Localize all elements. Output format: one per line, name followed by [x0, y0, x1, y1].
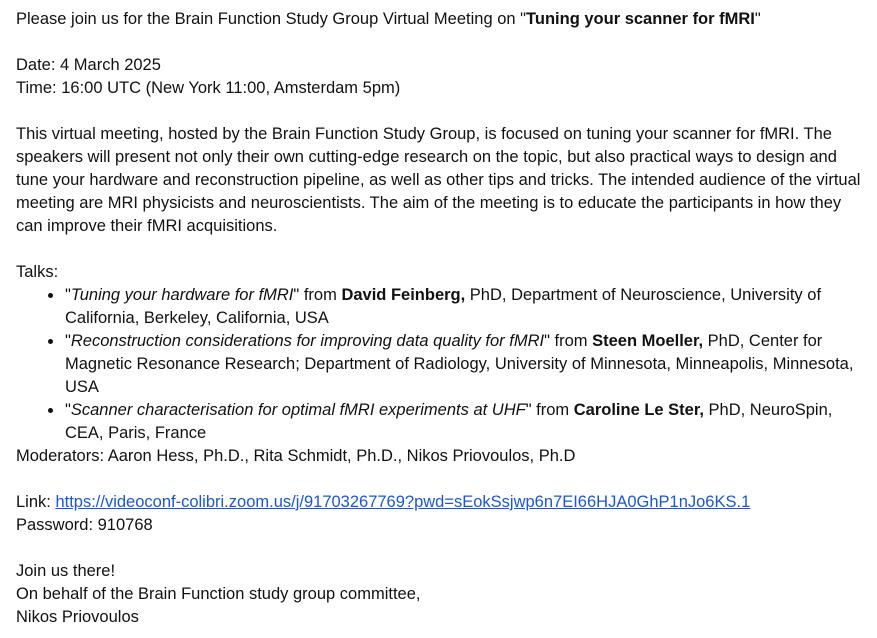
- talk-title: Scanner characterisation for optimal fMRI experiments at UHF: [70, 401, 526, 419]
- talks-heading: Talks:: [16, 263, 59, 281]
- link-line: [16, 491, 863, 514]
- spacer: [16, 31, 863, 54]
- talk-from: " from: [525, 401, 574, 419]
- talk-item: [64, 284, 863, 330]
- spacer: [16, 468, 863, 491]
- talk-title: Reconstruction considerations for improving data quality for fMRI: [70, 332, 545, 350]
- talk-open-quote: ": [65, 332, 71, 350]
- talks-list: [16, 284, 863, 445]
- intro-close-quote: ": [754, 10, 761, 28]
- spacer: [16, 100, 863, 123]
- spacer: [16, 537, 863, 560]
- moderators-line: Moderators: Aaron Hess, Ph.D., Rita Schmidt, Ph.D., Nikos Priovoulos, Ph.D: [16, 447, 576, 465]
- meeting-title: Tuning your scanner for fMRI: [526, 10, 755, 28]
- time-line: Time: 16:00 UTC (New York 11:00, Amsterdam 5pm): [16, 79, 401, 97]
- password-line: Password: 910768: [16, 516, 153, 534]
- talk-title: Tuning your hardware for fMRI: [70, 286, 294, 304]
- talk-open-quote: ": [65, 286, 71, 304]
- meeting-link[interactable]: https://videoconf-colibri.zoom.us/j/91703267769?pwd=sEokSsjwp6n7EI66HJA0GhP1nJo6KS.1: [55, 493, 751, 511]
- closing-join: Join us there!: [16, 562, 116, 580]
- intro-text: Please join us for the Brain Function Study Group Virtual Meeting on ": [16, 10, 527, 28]
- signature: Nikos Priovoulos: [16, 608, 139, 626]
- talk-open-quote: ": [65, 401, 71, 419]
- talk-speaker: Steen Moeller,: [592, 332, 704, 350]
- closing-behalf: On behalf of the Brain Function study group committee,: [16, 585, 421, 603]
- talk-affiliation: PhD, Department of Neuroscience, University of California, Berkeley, California, USA: [65, 286, 822, 327]
- spacer: [16, 238, 863, 261]
- description-paragraph: This virtual meeting, hosted by the Brain Function Study Group, is focused on tuning your scanner for fMRI. The speakers will present not only their own cutting-edge research on the topic, but also practical ways to design and tune your hardware and reconstruction pipeline, as well as other tips and tricks. The intended audience of the virtual meeting are MRI physicists and neuroscientists. The aim of the meeting is to educate the participants in how they can improve their fMRI acquisitions.: [16, 125, 861, 235]
- talk-item: [64, 330, 863, 399]
- talk-from: " from: [293, 286, 342, 304]
- intro-line: [16, 8, 863, 31]
- date-line: Date: 4 March 2025: [16, 56, 161, 74]
- talk-item: [64, 399, 863, 445]
- talk-affiliation: PhD, NeuroSpin, CEA, Paris, France: [65, 401, 833, 442]
- talk-speaker: Caroline Le Ster,: [573, 401, 704, 419]
- talk-affiliation: PhD, Center for Magnetic Resonance Research; Department of Radiology, University of Minnesota, Minneapolis, Minnesota, USA: [65, 332, 854, 396]
- talk-from: " from: [544, 332, 593, 350]
- link-label: Link:: [16, 493, 56, 511]
- talk-speaker: David Feinberg,: [341, 286, 466, 304]
